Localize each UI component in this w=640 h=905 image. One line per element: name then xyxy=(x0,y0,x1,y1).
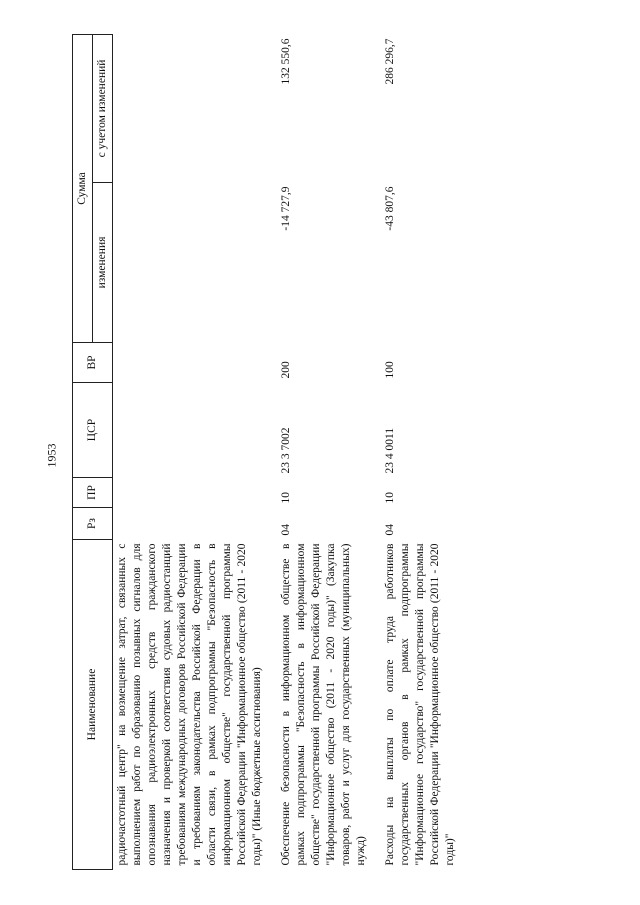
budget-table-sheet xyxy=(72,35,552,870)
row-csr xyxy=(113,383,268,478)
row-change: -43 807,6 xyxy=(384,186,396,231)
row-pr xyxy=(113,478,268,508)
row-name: Обеспечение безопасности в информационном обществе в рамках подпрограммы "Безопасность в информационном обществе" государственной программы Российской Федерации "Информационное общество (2011 - 2020 годы)" (Закупка товаров, работ и услуг для государственных (муниципальных) нужд) xyxy=(280,543,367,866)
header-pr: ПР xyxy=(73,478,113,508)
header-change: изменения xyxy=(93,183,113,343)
header-name: Наименование xyxy=(73,540,113,870)
table-row xyxy=(277,34,371,869)
row-rz: 04 xyxy=(280,524,292,536)
row-rz: 04 xyxy=(384,524,396,536)
row-csr: 23 3 7002 xyxy=(280,427,292,474)
row-change xyxy=(113,183,268,343)
row-change: -14 727,9 xyxy=(280,186,292,231)
row-name: Расходы на выплаты по оплате труда работников государственных органов в рамках подпрограммы "Информационное государство" государственной программы Российской Федерации "Информационное общество (2011 - 2020 годы)" xyxy=(384,543,456,866)
header-row-1 xyxy=(73,34,93,869)
row-vr xyxy=(113,343,268,383)
row-pr: 10 xyxy=(384,492,396,504)
row-rz xyxy=(113,508,268,540)
header-sum: Сумма xyxy=(73,34,93,342)
header-csr: ЦСР xyxy=(73,383,113,478)
row-total xyxy=(113,34,268,182)
row-total: 132 550,6 xyxy=(280,38,292,85)
row-vr: 200 xyxy=(280,361,292,379)
table-row xyxy=(113,34,268,869)
header-with-change: с учетом изменений xyxy=(93,34,113,182)
row-name: радиочастотный центр" на возмещение затрат, связанных с выполнением работ по образованию позывных сигналов для опознавания радиоэлектронных средств гражданского назначения и проверкой соответствия судовых радиостанций требованиям международных договоров Российской Федерации и требованиям законодательства Российской Федерации в области связи, в рамках подпрограммы "Безопасность в информационном обществе" государственной программы Российской Федерации "Информационное общество (2011 - 2020 годы)" (Иные бюджетные ассигнования) xyxy=(116,543,263,866)
row-vr: 100 xyxy=(384,361,396,379)
row-total: 286 296,7 xyxy=(384,38,396,85)
page-number: 1953 xyxy=(44,443,59,468)
header-vr: ВР xyxy=(73,343,113,383)
table-row xyxy=(381,34,460,869)
budget-table xyxy=(72,34,460,870)
header-rz: Рз xyxy=(73,508,113,540)
row-csr: 23 4 0011 xyxy=(384,427,396,474)
row-pr: 10 xyxy=(280,492,292,504)
